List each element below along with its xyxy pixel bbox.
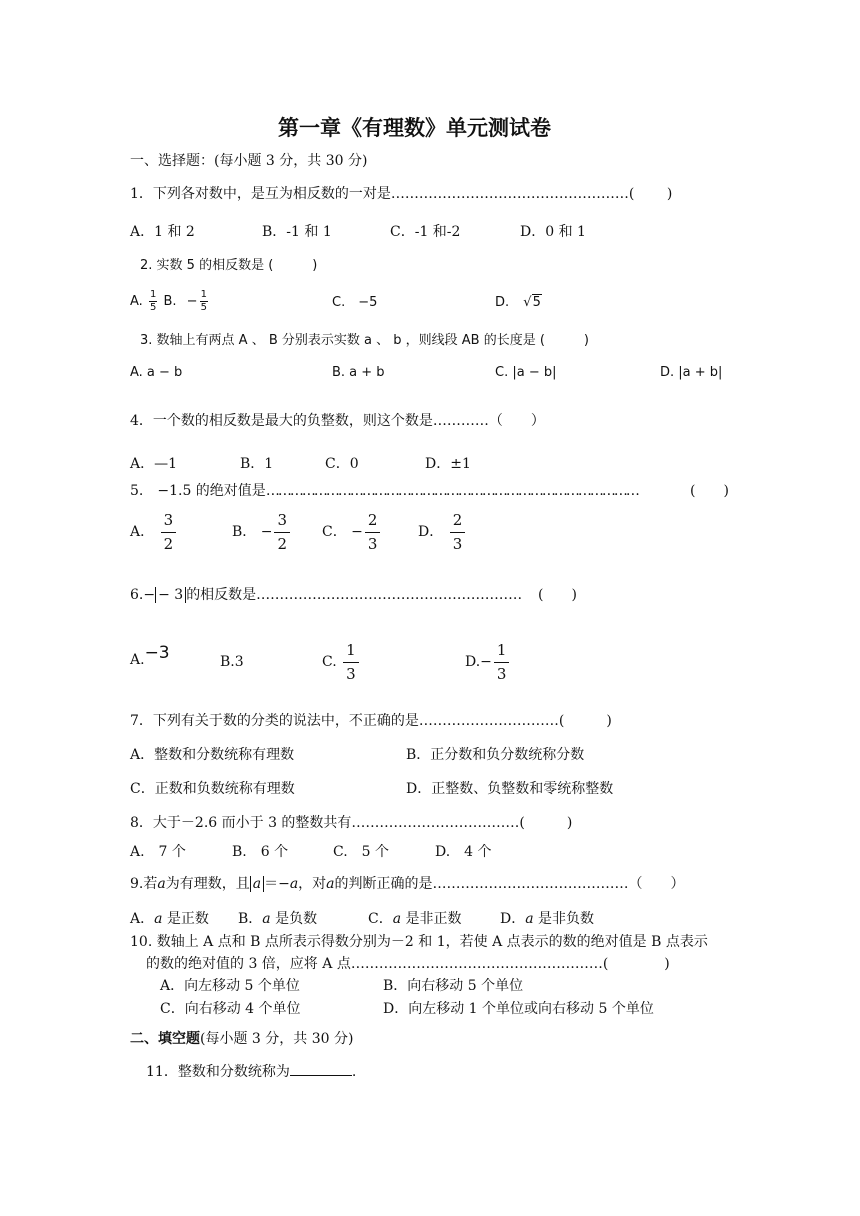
numerator: 2 (450, 513, 466, 533)
numerator: 1 (494, 643, 510, 663)
leader-dots: ………………………………………………………………………………… (265, 483, 638, 499)
question-4-option-c: C．0 (325, 456, 359, 472)
punctuation: . (351, 1064, 357, 1080)
fraction (365, 510, 381, 553)
variable: a (154, 911, 163, 927)
fraction (450, 510, 466, 553)
option-label: C. (322, 654, 337, 670)
minus-sign: − (351, 524, 363, 540)
option-label: C． (368, 911, 393, 927)
question-10-stem-line1: 10. 数轴上 A 点和 B 点所表示得数分别为－2 和 1，若使 A 点表示的数的绝对值是 B 点表示 (130, 934, 708, 950)
option-label: A． (130, 524, 155, 540)
fraction (149, 290, 157, 313)
question-5-option-a (130, 512, 178, 552)
fraction (161, 510, 177, 553)
numerator: 1 (343, 643, 359, 663)
question-4-stem: 4．一个数的相反数是最大的负整数，则这个数是…………（ ） (130, 413, 545, 429)
question-11-stem: 11．整数和分数统称为 (146, 1064, 290, 1080)
question-5-option-d (418, 512, 467, 552)
variable: a (157, 876, 166, 892)
numerator: 2 (365, 513, 381, 533)
denominator: 5 (149, 302, 157, 313)
option-label: B． (238, 911, 263, 927)
fraction (494, 640, 510, 683)
question-3-option-c: C. |a − b| (495, 365, 557, 380)
numerator: 3 (274, 513, 290, 533)
option-label: D． (500, 911, 526, 927)
question-7-option-b: B．正分数和负分数统称分数 (406, 747, 585, 763)
denominator: 3 (346, 664, 356, 683)
denominator: 3 (452, 534, 463, 553)
question-9-option-c (368, 910, 462, 928)
stem-text: 的相反数是………………………………………………… (186, 587, 523, 603)
equation-text: ＝− (264, 876, 290, 892)
option-text: 是负数 (275, 911, 318, 927)
question-4-option-a: A．—1 (130, 456, 178, 472)
question-9-option-a (130, 910, 209, 928)
radical-sign: √ (523, 295, 532, 310)
option-label: C． (322, 524, 347, 540)
square-root (523, 294, 542, 312)
question-7-option-d: D．正整数、负整数和零统称整数 (406, 781, 614, 797)
variable: a (392, 911, 402, 927)
question-9-option-b (238, 910, 317, 928)
option-label: B. (163, 294, 177, 309)
numerator: 1 (200, 289, 207, 300)
section-heading-2 (130, 1030, 353, 1048)
question-9-stem (130, 875, 685, 893)
question-10-stem-line2: 的数的绝对值的 3 倍，应将 A 点………………………………………………( ) (146, 956, 670, 972)
question-8-stem: 8．大于－2.6 而小于 3 的整数共有………………………………( ) (130, 815, 573, 831)
stem-text: 的判断正确的是……………………………………（ ） (334, 876, 685, 892)
option-text: 是正数 (166, 911, 209, 927)
fraction (200, 290, 208, 313)
answer-blank[interactable] (290, 1075, 352, 1076)
denominator: 2 (163, 534, 174, 553)
answer-paren: ( ) (690, 483, 729, 499)
question-9-option-d (500, 910, 594, 928)
denominator: 5 (200, 302, 207, 313)
question-8-option-a: A. 7 个 (130, 844, 186, 860)
question-8-option-d: D. 4 个 (435, 844, 492, 860)
question-2-option-a (130, 290, 210, 313)
fraction (343, 640, 359, 683)
question-4-option-d: D．±1 (425, 456, 471, 472)
question-1-stem: 1．下列各对数中，是互为相反数的一对是……………………………………………( ) (130, 186, 673, 202)
question-6-option-b: B.3 (220, 654, 244, 670)
variable: a (252, 876, 262, 892)
option-value: −3 (144, 643, 170, 663)
question-3-option-b: B. a + b (332, 365, 385, 380)
question-2-option-d (495, 294, 542, 312)
section-heading: 一、选择题：(每小题 3 分，共 30 分) (130, 153, 368, 169)
question-6-option-a (130, 643, 170, 669)
option-label: D.− (465, 654, 492, 670)
stem-text: 5. −1.5 的绝对值是 (130, 483, 266, 499)
section-note: (每小题 3 分，共 30 分) (200, 1031, 354, 1047)
question-1-option-b: B．-1 和 1 (262, 224, 332, 240)
question-6-option-d (465, 642, 511, 682)
variable: a (525, 911, 534, 927)
question-6-stem (130, 586, 522, 604)
question-2-stem: 2. 实数 5 的相反数是 ( ) (140, 258, 318, 273)
question-10-option-d: D．向左移动 1 个单位或向右移动 5 个单位 (383, 1001, 654, 1017)
option-text: 是非负数 (538, 911, 595, 927)
denominator: 2 (277, 534, 288, 553)
option-label: B． (232, 524, 257, 540)
numerator: 3 (161, 513, 177, 533)
question-1-option-c: C．-1 和-2 (390, 224, 461, 240)
question-3-option-a: A. a − b (130, 365, 183, 380)
question-2-option-c: C. −5 (332, 295, 378, 310)
section-title: 二、填空题 (130, 1031, 200, 1047)
stem-text: 9.若 (130, 876, 158, 892)
absolute-value: − 3 (155, 587, 186, 603)
numerator: 1 (149, 289, 157, 300)
question-7-stem: 7．下列有关于数的分类的说法中，不正确的是…………………………( ) (130, 713, 612, 729)
question-3-option-d: D. |a + b| (660, 365, 723, 380)
question-3-stem: 3. 数轴上有两点 A 、 B 分别表示实数 a 、 b ，则线段 AB 的长度是 ( ) (140, 333, 589, 348)
question-4-option-b: B．1 (240, 456, 274, 472)
question-7-option-a: A．整数和分数统称有理数 (130, 747, 295, 763)
minus-sign: − (260, 524, 273, 540)
absolute-value (250, 876, 264, 892)
denominator: 3 (367, 534, 378, 553)
fraction (274, 510, 290, 553)
denominator: 3 (496, 664, 507, 683)
question-10-option-a: A．向左移动 5 个单位 (160, 978, 300, 994)
question-7-option-c: C．正数和负数统称有理数 (130, 781, 295, 797)
question-1-option-a: A．1 和 2 (130, 224, 195, 240)
minus-sign: − (186, 294, 198, 309)
stem-text: 6.− (130, 587, 156, 603)
question-8-option-b: B. 6 个 (232, 844, 289, 860)
option-label: A. (130, 652, 145, 668)
question-10-option-c: C．向右移动 4 个单位 (160, 1001, 301, 1017)
stem-text: 为有理数，且 (165, 876, 250, 892)
answer-paren: ( ) (538, 587, 577, 603)
question-5-stem (130, 482, 638, 500)
variable: a (262, 911, 271, 927)
question-10-option-b: B．向右移动 5 个单位 (383, 978, 524, 994)
question-11 (146, 1063, 356, 1081)
option-label: A． (130, 911, 155, 927)
question-5-option-b (232, 512, 292, 552)
question-5-option-c (322, 512, 382, 552)
question-1-option-d: D．0 和 1 (520, 224, 586, 240)
option-label: D. (495, 295, 510, 310)
stem-text: ，对 (298, 876, 327, 892)
question-8-option-c: C. 5 个 (333, 844, 390, 860)
option-label: D． (418, 524, 444, 540)
question-6-option-c (322, 642, 361, 682)
variable: a (326, 876, 335, 892)
variable: a (289, 876, 299, 892)
option-label: A. (130, 294, 143, 309)
radicand: 5 (532, 295, 541, 310)
option-text: 是非正数 (405, 911, 462, 927)
page-title: 第一章《有理数》单元测试卷 (278, 116, 551, 140)
